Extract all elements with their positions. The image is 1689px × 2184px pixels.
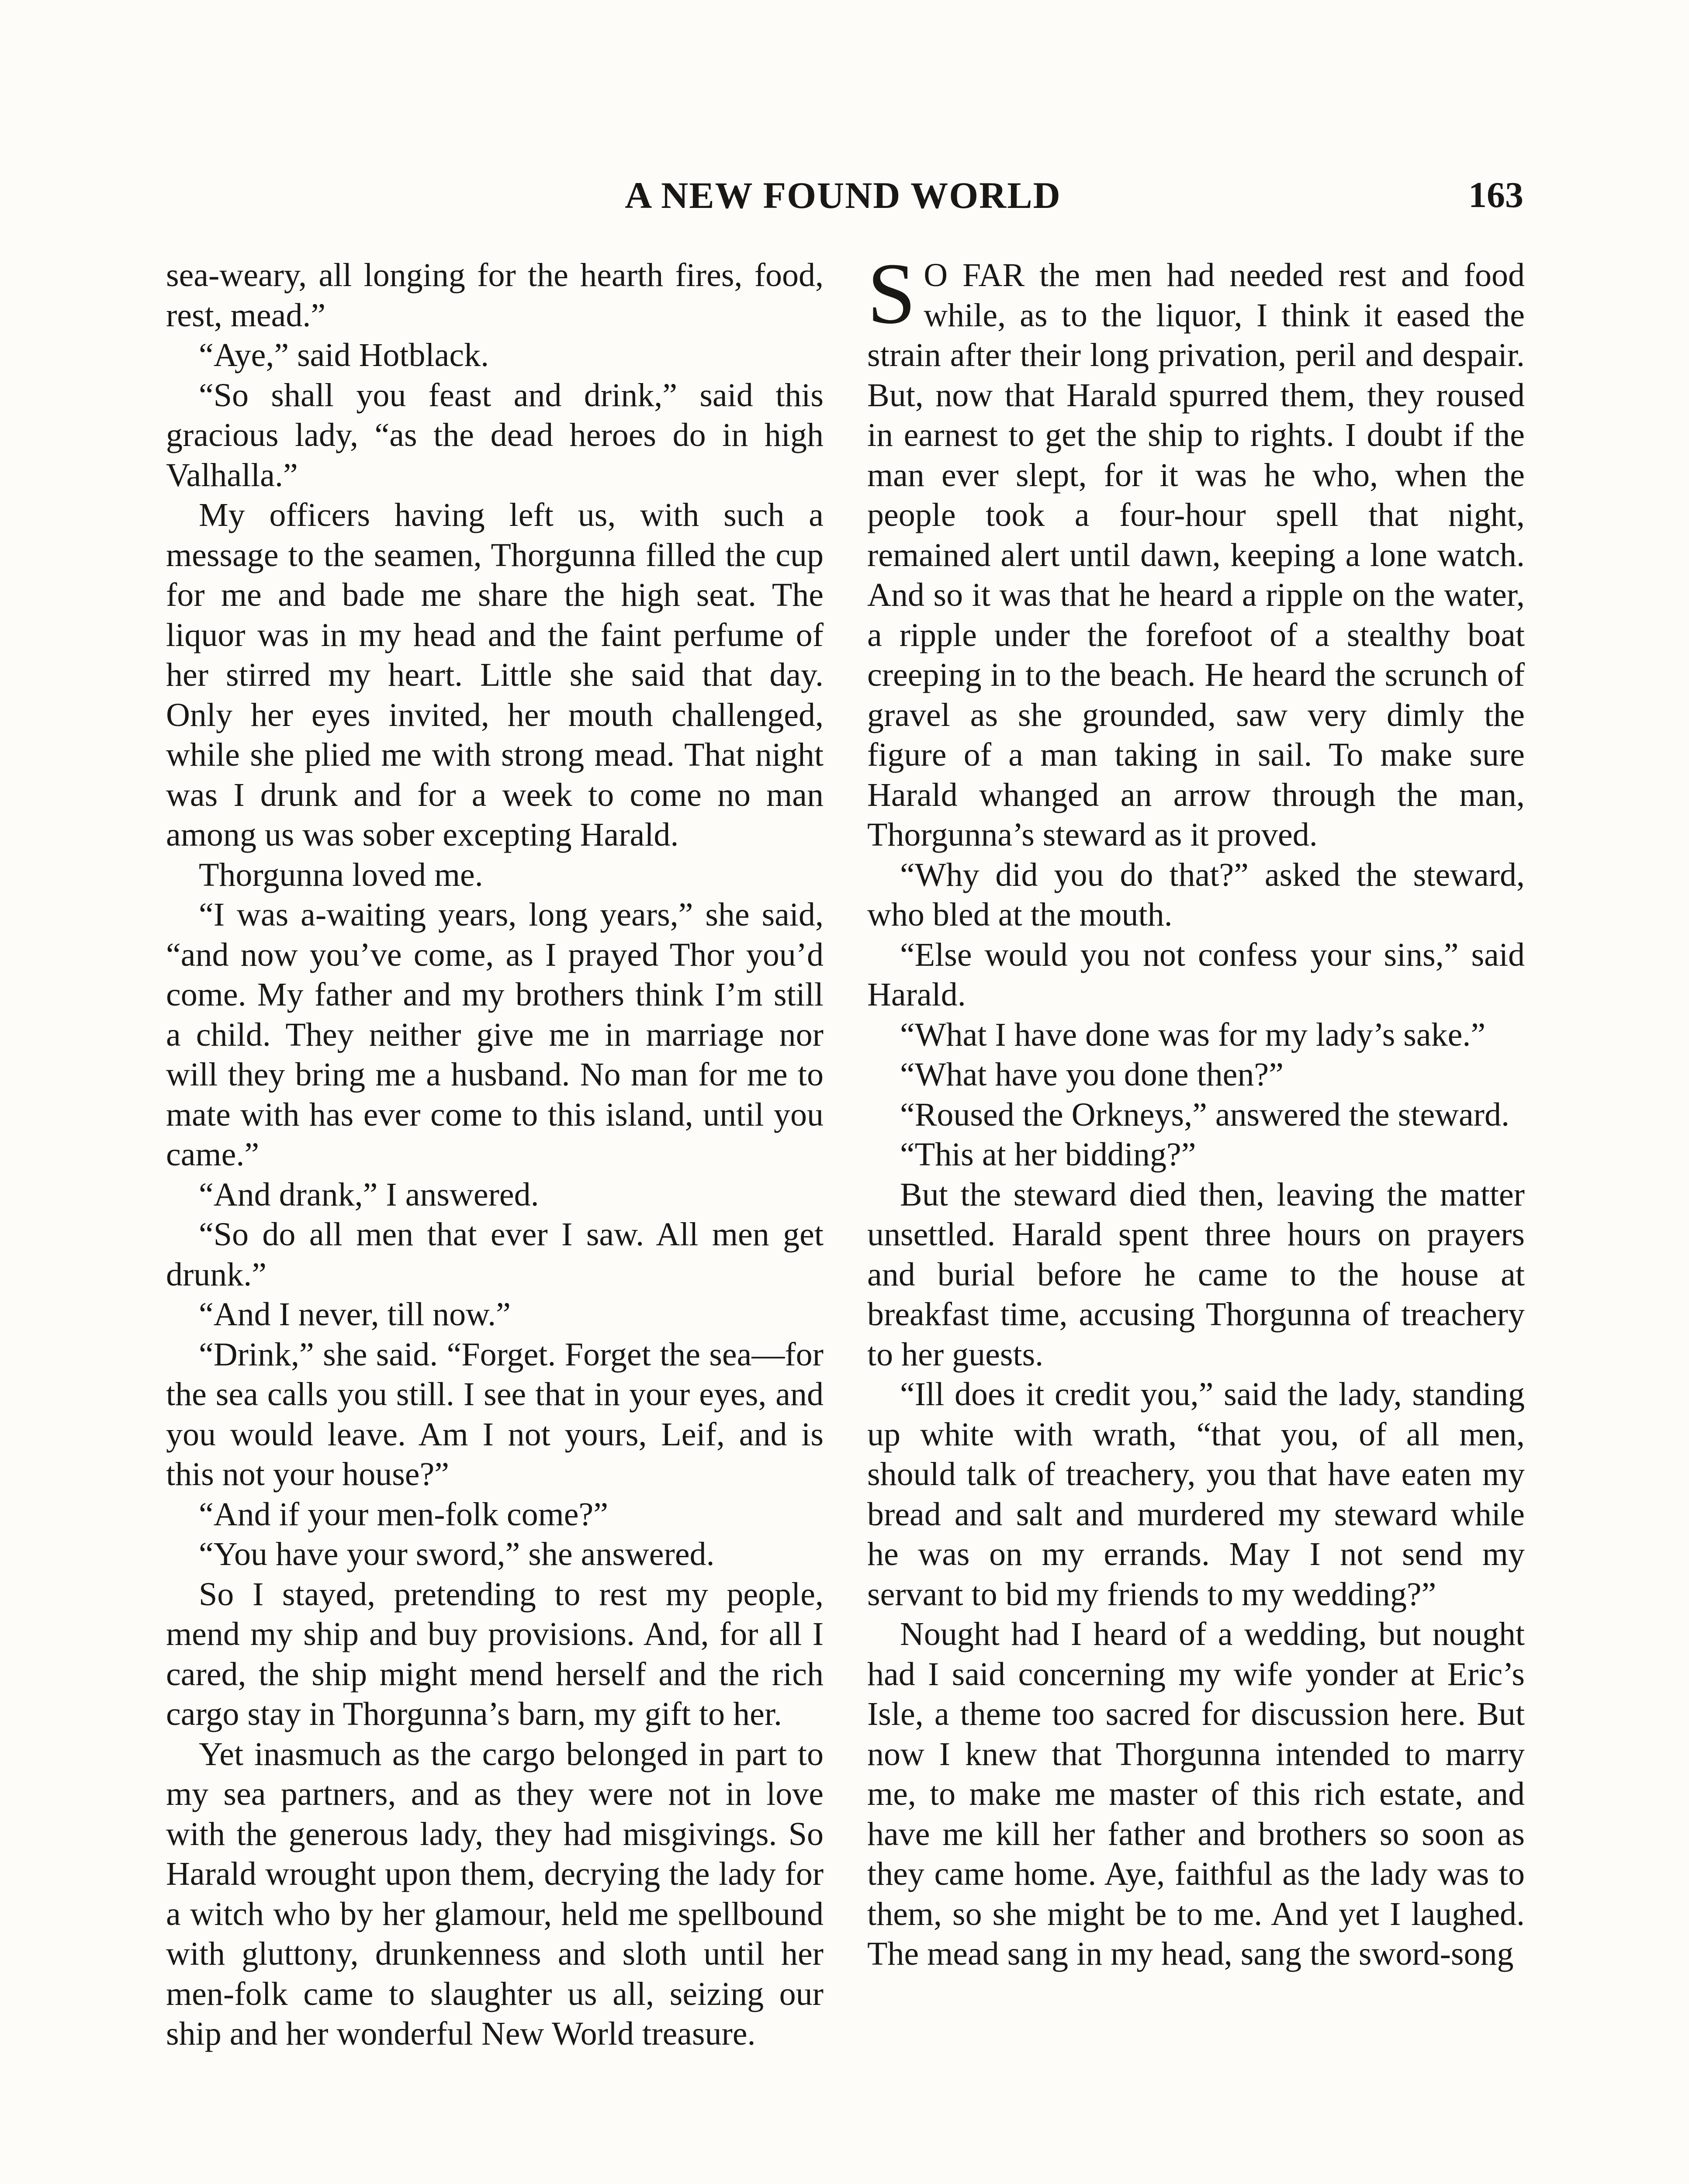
paragraph: sea-weary, all longing for the hearth fires, food, rest, mead.” (166, 257, 824, 334)
running-head (163, 171, 1523, 219)
paragraph: Thorgunna loved me. (199, 856, 483, 893)
paragraph: “You have your sword,” she answered. (199, 1536, 715, 1572)
paragraph: “What have you done then?” (900, 1056, 1284, 1093)
paragraph: “And drank,” I answered. (199, 1176, 539, 1213)
paragraph: Yet inasmuch as the cargo belonged in part to my sea partners, and as they were not in love with the generous lady, they had misgivings. So Harald wrought upon them, decrying the lady for a witch who by her glamour, held me spellbound with gluttony, drunkenness and sloth until her men-folk came to slaughter us all, seizing our ship and her wonderful New World treasure. (166, 1735, 824, 2052)
paragraph: “Ill does it credit you,” said the lady, standing up white with wrath, “that you, of all men, should talk of treachery, you that have eaten my bread and salt and murdered my steward while he was on my errands. May I not send my servant to bid my friends to my wedding?” (867, 1376, 1525, 1613)
paragraph: So I stayed, pretending to rest my people, mend my ship and buy provisions. And, for all I cared, the ship might mend herself and the rich cargo stay in Thorgunna’s barn, my gift to her. (166, 1576, 824, 1732)
paragraph: “Drink,” she said. “Forget. Forget the sea—for the sea calls you still. I see that in your eyes, and you would leave. Am I not yours, Leif, and is this not your house?” (166, 1336, 824, 1493)
paragraph: “Roused the Orkneys,” answered the steward. (900, 1096, 1509, 1133)
paragraph: “So shall you feast and drink,” said this gracious lady, “as the dead heroes do in high Valhalla.” (166, 377, 824, 494)
paragraph: “And if your men-folk come?” (199, 1496, 608, 1533)
right-column (867, 245, 1525, 1974)
paragraph: “Why did you do that?” asked the steward, who bled at the mouth. (867, 856, 1525, 933)
paragraph: “And I never, till now.” (199, 1296, 511, 1333)
paragraph: “What I have done was for my lady’s sake.” (900, 1016, 1486, 1053)
paragraph: Nought had I heard of a wedding, but nought had I said concerning my wife yonder at Eric’s Isle, a theme too sacred for discussion here. But now I knew that Thorgunna intended to marry me, to make me master of this rich estate, and have me kill her father and brothers so soon as they came home. Aye, faithful as the lady was to them, so she might be to me. And yet I laughed. The mead sang in my head, sang the sword-song (867, 1616, 1525, 1972)
running-title: A NEW FOUND WORLD (625, 174, 1061, 216)
paragraph: “Aye,” said Hotblack. (199, 337, 489, 373)
paragraph: “So do all men that ever I saw. All men get drunk.” (166, 1216, 824, 1293)
paragraph: “I was a-waiting years, long years,” she said, “and now you’ve come, as I prayed Thor you’d come. My father and my brothers think I’m still a child. They neither give me in marriage nor will they bring me a husband. No man for me to mate with has ever come to this island, until you came.” (166, 896, 824, 1173)
left-column (166, 256, 824, 2054)
paragraph: But the steward died then, leaving the matter unsettled. Harald spent three hours on prayers and burial before he came to the house at breakfast time, accusing Thorgunna of treachery to her guests. (867, 1176, 1525, 1373)
opening-text: O FAR the men had needed rest and food while, as to the liquor, I think it eased the strain after their long privation, peril and despair. But, now that Harald spurred them, they roused in earnest to get the ship to rights. I doubt if the man ever slept, for it was he who, when the people took a four-hour spell that night, remained alert until dawn, keeping a lone watch. And so it was that he heard a ripple on the water, a ripple under the forefoot of a stealthy boat creeping in to the beach. He heard the scrunch of gravel as she grounded, saw very dimly the figure of a man taking in sail. To make sure Harald whanged an arrow through the man, Thorgunna’s steward as it proved. (867, 257, 1525, 853)
drop-cap: S (867, 245, 916, 342)
section-opening-paragraph (867, 245, 1525, 855)
page-number: 163 (1468, 175, 1523, 215)
paragraph: My officers having left us, with such a message to the seamen, Thorgunna filled the cup for me and bade me share the high seat. The liquor was in my head and the faint perfume of her stirred my heart. Little she said that day. Only her eyes invited, her mouth challenged, while she plied me with strong mead. That night was I drunk and for a week to come no man among us was sober excepting Harald. (166, 497, 824, 853)
paragraph: “Else would you not confess your sins,” said Harald. (867, 936, 1525, 1013)
paragraph: “This at her bidding?” (900, 1136, 1196, 1173)
